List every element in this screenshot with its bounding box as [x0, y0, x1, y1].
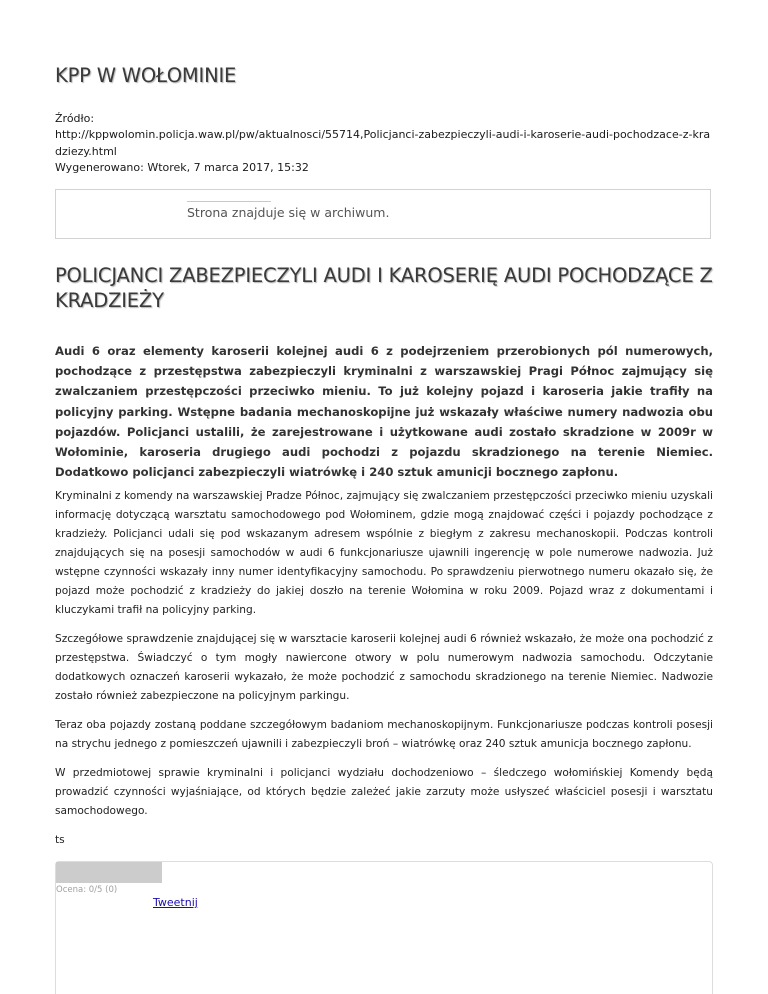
article-signature: ts: [55, 834, 65, 846]
meta-info: [55, 111, 717, 176]
archive-notice: Strona znajduje się w archiwum.: [187, 205, 390, 220]
tweet-link[interactable]: Tweetnij: [153, 896, 198, 909]
site-title: KPP W WOŁOMINIE: [55, 64, 237, 87]
rating-panel: [55, 861, 713, 994]
source-url: http://kppwolomin.policja.waw.pl/pw/aktualnosci/55714,Policjanci-zabezpieczyli-audi-i-karoserie-audi-pochodzace-z-kradziezy.html: [55, 128, 711, 158]
article-body: [55, 487, 713, 860]
article-paragraph: Kryminalni z komendy na warszawskiej Pradze Północ, zajmujący się zwalczaniem przestępczości przeciwko mieniu uzyskali informację dotyczącą warsztatu samochodowego pod Wołominem, gdzie mogą znajdować części i pojazdy pochodzące z kradzieży. Policjanci udali się pod wskazanym adresem wspólnie z biegłym z zakresu mechanoskopii. Podczas kontroli znajdujących się na posesji samochodów w audi 6 funkcjonariusze ujawnili ingerencję w pole numerowe nadwozia. Już wstępne czynności wskazały inny numer identyfikacyjny samochodu. Po sprawdzeniu pierwotnego numeru okazało się, że pojazd może pochodzić z kradzieży do jakiej doszło na terenie Wołomina w roku 2009. Pojazd wraz z dokumentami i kluczykami trafił na policyjny parking.: [55, 490, 713, 616]
archive-notice-box: [55, 189, 711, 239]
rating-label: Ocena: 0/5 (0): [56, 885, 118, 895]
article-paragraph: W przedmiotowej sprawie kryminalni i policjanci wydziału dochodzeniowo – śledczego wołomińskiej Komendy będą prowadzić czynności wyjaśniające, od których będzie zależeć jakie zarzuty może usłyszeć właściciel posesji i warsztatu samochodowego.: [55, 767, 713, 817]
article-lead: Audi 6 oraz elementy karoserii kolejnej audi 6 z podejrzeniem przerobionych pól numerowych, pochodzące z przestępstwa zabezpieczyli kryminalni z warszawskiej Pragi Północ zajmujący się zwalczaniem przestępczości przeciwko mieniu. To już kolejny pojazd i karoseria jakie trafiły na policyjny parking. Wstępne badania mechanoskopijne już wskazały właściwe numery nadwozia obu pojazdów. Policjanci ustalili, że zarejestrowane i użytkowane audi zostało skradzione w 2009r w Wołominie, karoseria drugiego audi pochodzi z pojazdu skradzionego na terenie Niemiec. Dodatkowo policjanci zabezpieczyli wiatrówkę i 240 sztuk amunicji bocznego zapłonu.: [55, 344, 713, 480]
generated-date: Wygenerowano: Wtorek, 7 marca 2017, 15:32: [55, 160, 309, 174]
rating-stars-bar[interactable]: [56, 862, 162, 883]
article-paragraph: Szczegółowe sprawdzenie znajdującej się w warsztacie karoserii kolejnej audi 6 również wskazało, że może ona pochodzić z przestępstwa. Świadczyć o tym mogły nawiercone otwory w polu numerowym nadwozia samochodu. Odczytanie dodatkowych oznaczeń karoserii wykazało, że może pochodzić z samochodu skradzionego na terenie Niemiec. Nadwozie zostało również zabezpieczone na policyjnym parkingu.: [55, 633, 713, 702]
source-label: Źródło:: [55, 112, 95, 125]
archive-divider: [187, 201, 271, 202]
article-paragraph: Teraz oba pojazdy zostaną poddane szczegółowym badaniom mechanoskopijnym. Funkcjonariusze podczas kontroli posesji na strychu jednego z pomieszczeń ujawnili i zabezpieczyli broń – wiatrówkę oraz 240 sztuk amunicja bocznego zapłonu.: [55, 719, 713, 750]
article-title: POLICJANCI ZABEZPIECZYLI AUDI I KAROSERIĘ AUDI POCHODZĄCE Z KRADZIEŻY: [55, 264, 713, 312]
